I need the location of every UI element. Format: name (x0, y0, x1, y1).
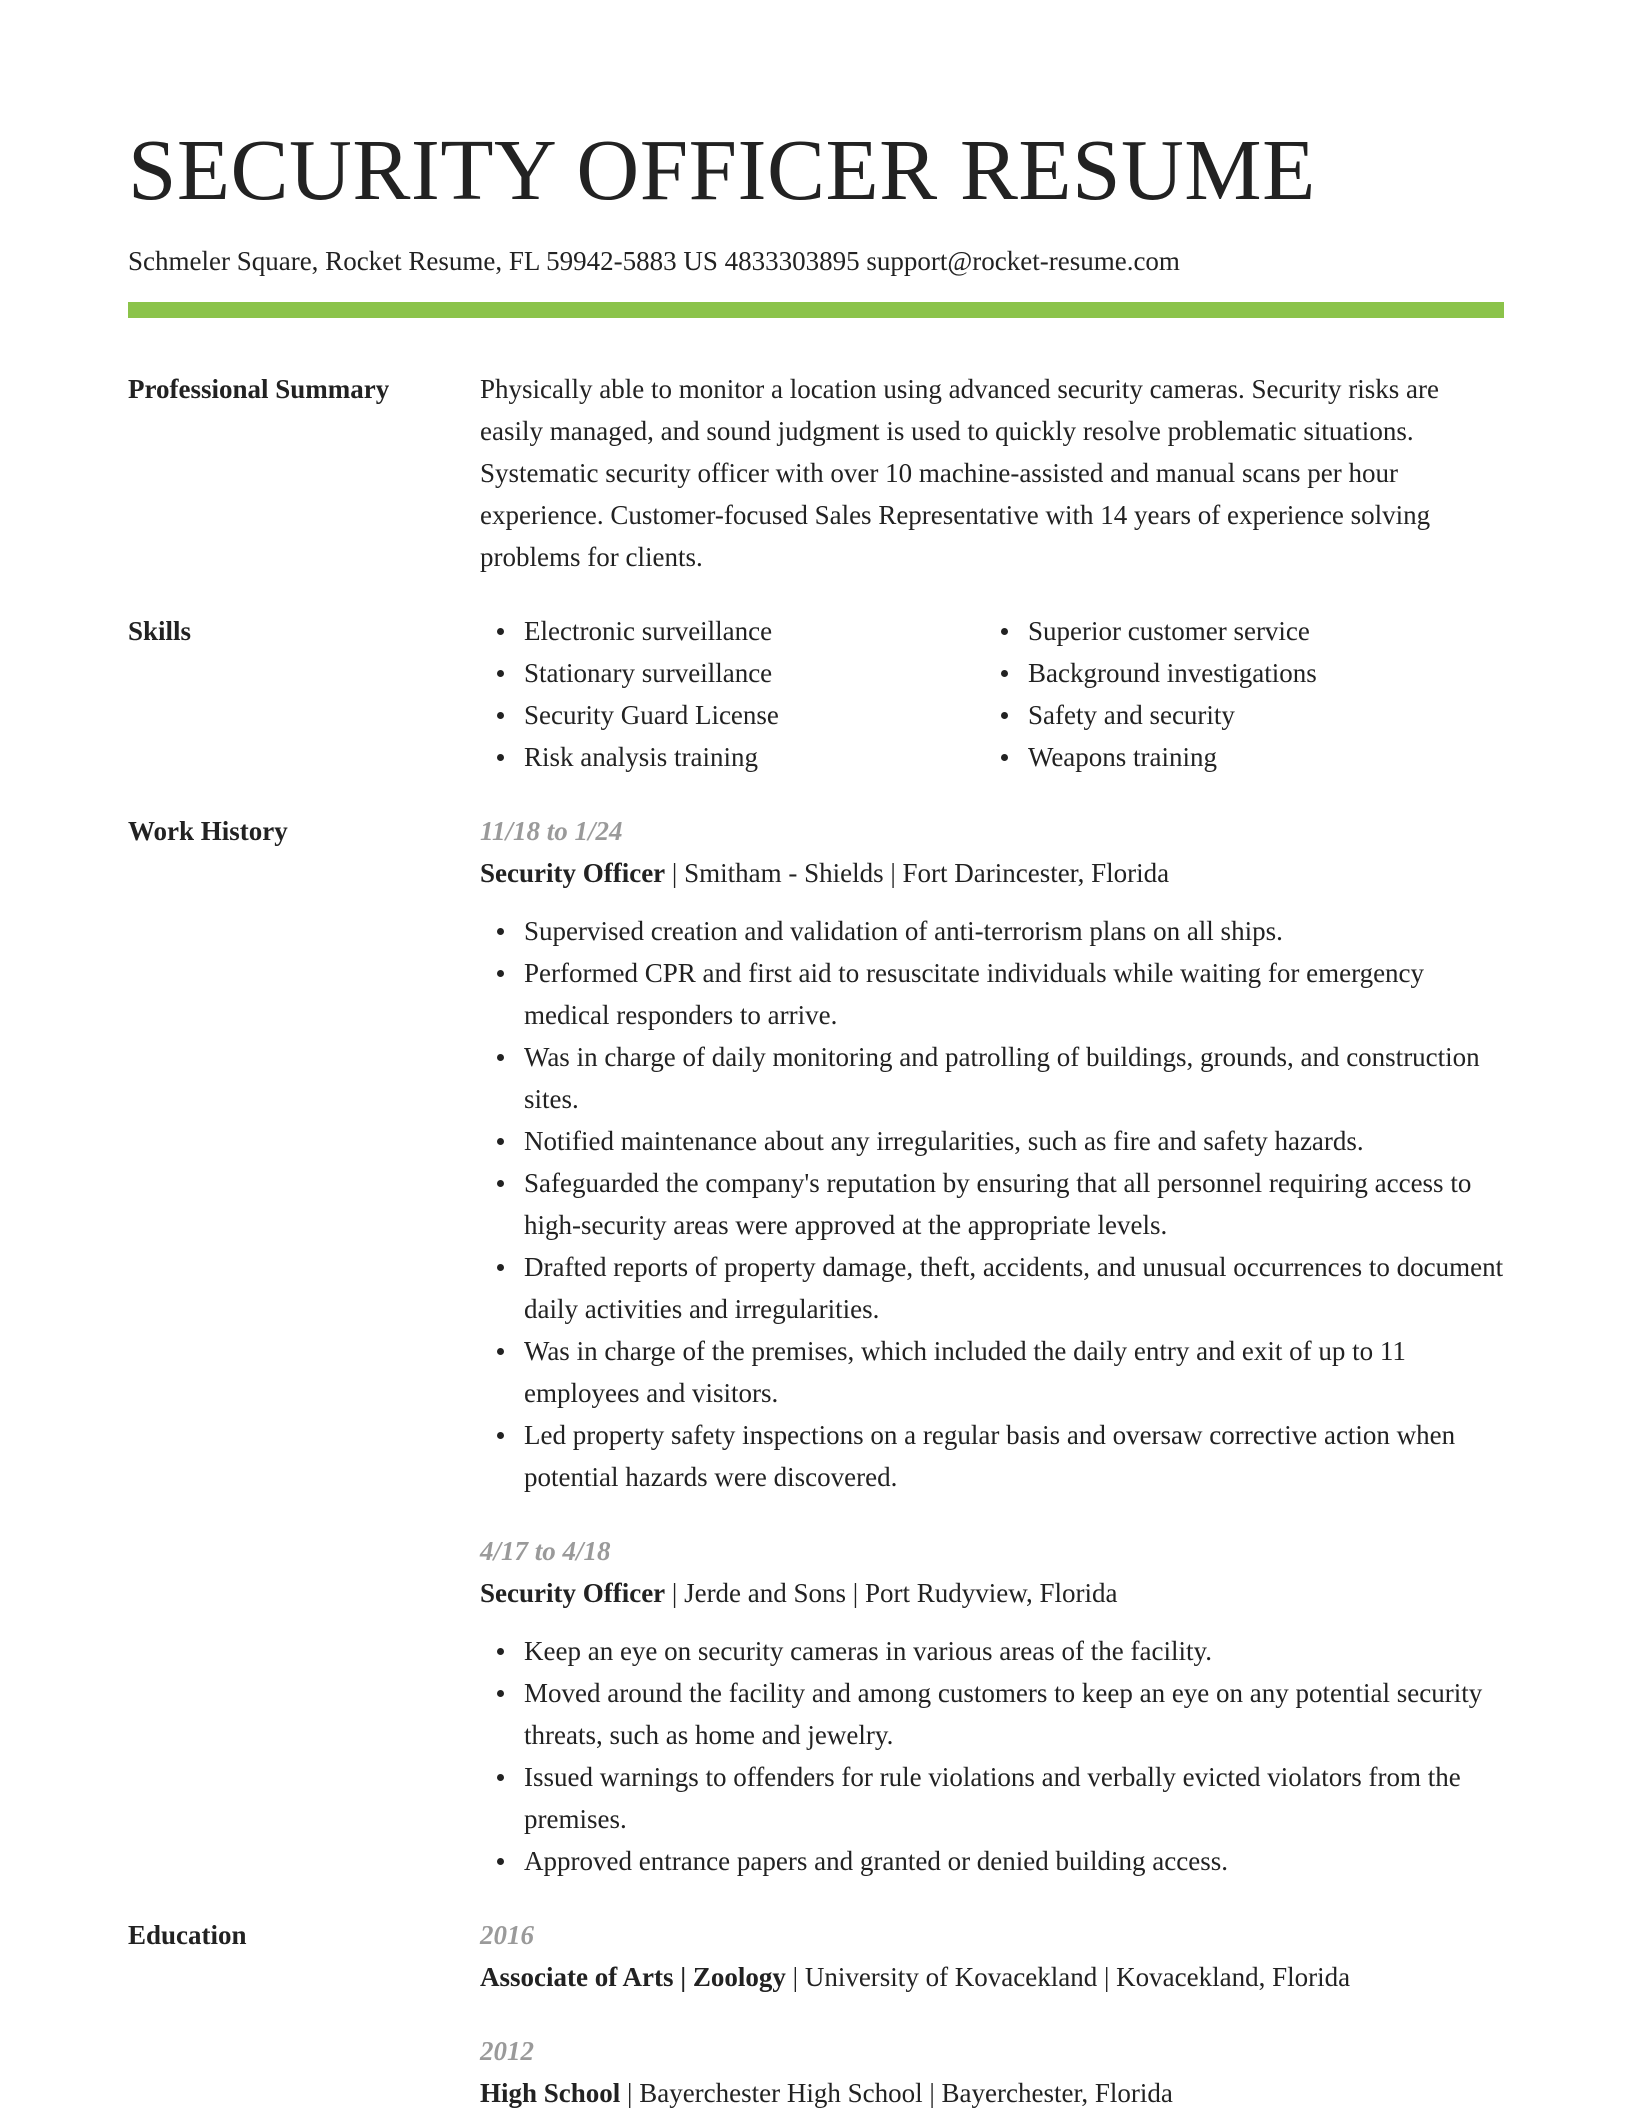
job-heading (480, 852, 1504, 894)
resume-page (128, 0, 1504, 2114)
skills-column-2 (984, 610, 1488, 778)
education-content (480, 1914, 1504, 2114)
skill-item: Electronic surveillance (524, 610, 984, 652)
job-duty: Supervised creation and validation of anti-terrorism plans on all ships. (524, 910, 1504, 952)
job-details: | Jerde and Sons | Port Rudyview, Florida (665, 1578, 1118, 1608)
summary-heading: Professional Summary (128, 374, 390, 404)
resume-title: SECURITY OFFICER RESUME (128, 121, 1316, 218)
job-duty: Moved around the facility and among customers to keep an eye on any potential security threats, such as home and jewelry. (524, 1672, 1504, 1756)
education-details: | University of Kovacekland | Kovacekland, Florida (785, 1962, 1351, 1992)
education-entry (480, 1914, 1504, 1998)
skills-column-1 (480, 610, 984, 778)
education-heading-line (480, 2072, 1504, 2114)
contact-line: Schmeler Square, Rocket Resume, FL 59942-5883 US 4833303895 support@rocket-resume.com (128, 246, 1180, 276)
job-date: 4/17 to 4/18 (480, 1536, 611, 1566)
job-duty: Performed CPR and first aid to resuscitate individuals while waiting for emergency medical responders to arrive. (524, 952, 1504, 1036)
job-heading (480, 1572, 1504, 1614)
job-duty: Keep an eye on security cameras in various areas of the facility. (524, 1630, 1504, 1672)
job-entry (480, 1530, 1504, 1882)
education-date: 2012 (480, 2036, 534, 2066)
job-duty: Was in charge of the premises, which included the daily entry and exit of up to 11 employees and visitors. (524, 1330, 1504, 1414)
job-details: | Smitham - Shields | Fort Darincester, Florida (665, 858, 1170, 888)
skill-item: Background investigations (1028, 652, 1488, 694)
education-heading: Education (128, 1920, 247, 1950)
education-date: 2016 (480, 1920, 534, 1950)
summary-text: Physically able to monitor a location using advanced security cameras. Security risks are easily managed, and sound judgment is used to quickly resolve problematic situations. Systematic security officer with over 10 machine-assisted and manual scans per hour experience. Customer-focused Sales Representative with 14 years of experience solving problems for clients. (480, 374, 1439, 572)
skill-item: Weapons training (1028, 736, 1488, 778)
skill-item: Superior customer service (1028, 610, 1488, 652)
skill-item: Risk analysis training (524, 736, 984, 778)
job-duty: Was in charge of daily monitoring and patrolling of buildings, grounds, and construction sites. (524, 1036, 1504, 1120)
skill-item: Safety and security (1028, 694, 1488, 736)
skill-item: Security Guard License (524, 694, 984, 736)
work-history-content (480, 810, 1504, 1882)
job-duty: Drafted reports of property damage, theft, accidents, and unusual occurrences to document daily activities and irregularities. (524, 1246, 1504, 1330)
job-duty: Led property safety inspections on a regular basis and oversaw corrective action when potential hazards were discovered. (524, 1414, 1504, 1498)
job-entry (480, 810, 1504, 1498)
skills-section (128, 610, 1504, 778)
job-duty: Safeguarded the company's reputation by ensuring that all personnel requiring access to high-security areas were approved at the appropriate levels. (524, 1162, 1504, 1246)
education-section (128, 1914, 1504, 2114)
job-duties (480, 1630, 1504, 1882)
skills-heading: Skills (128, 616, 192, 646)
job-title: Security Officer (480, 858, 666, 888)
job-duty: Issued warnings to offenders for rule violations and verbally evicted violators from the premises. (524, 1756, 1504, 1840)
work-history-heading: Work History (128, 816, 288, 846)
job-title: Security Officer (480, 1578, 666, 1608)
education-degree: Associate of Arts | Zoology (480, 1962, 786, 1992)
skills-list (480, 610, 1504, 778)
job-duty: Approved entrance papers and granted or denied building access. (524, 1840, 1504, 1882)
summary-section (128, 368, 1504, 578)
education-degree: High School (480, 2078, 621, 2108)
accent-divider (128, 302, 1504, 318)
skill-item: Stationary surveillance (524, 652, 984, 694)
education-heading-line (480, 1956, 1504, 1998)
education-entry (480, 2030, 1504, 2114)
education-details: | Bayerchester High School | Bayerchester, Florida (620, 2078, 1173, 2108)
job-duties (480, 910, 1504, 1498)
job-date: 11/18 to 1/24 (480, 816, 623, 846)
job-duty: Notified maintenance about any irregularities, such as fire and safety hazards. (524, 1120, 1504, 1162)
work-history-section (128, 810, 1504, 1882)
